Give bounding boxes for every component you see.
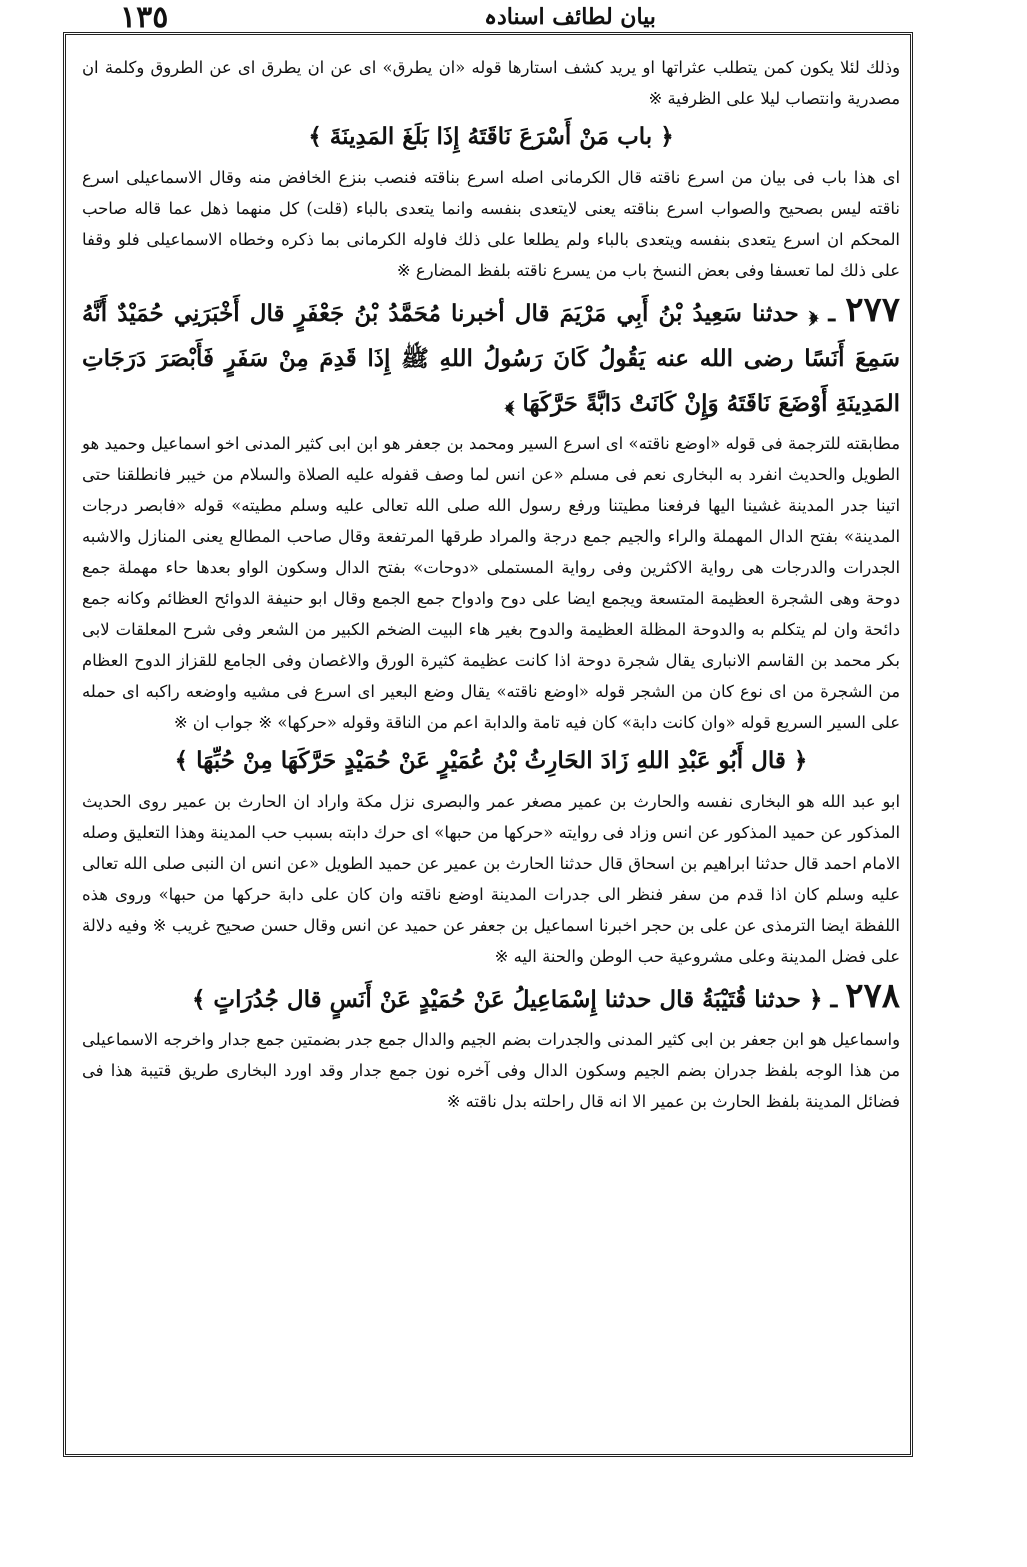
chapter-heading: ﴿ قال أَبُو عَبْدِ اللهِ زَادَ الحَارِثُ بْنُ عُمَيْرٍ عَنْ حُمَيْدٍ حَرَّكَهَا مِنْ حُبِّهَا ﴾ [174,747,808,774]
commentary-paragraph: واسماعيل هو ابن جعفر بن ابى كثير المدنى والجدرات بضم الجيم والدال جمع جدر بضمتين جمع جدار واخرجه الاسماعيلى من هذا الوجه بلفظ جدران بضم الجيم وسكون الدال وفى آخره نون جمع جدار وقد اورد البخارى طريق قتيبة هذا فى فضائل المدينة بلفظ الحارث بن عمير الا انه قال راحلته بدل ناقته ※ [82,1030,900,1111]
page-content [82,52,900,1117]
hadith-number: ٢٧٧ [845,290,901,330]
hadith-text: ﴿ حدثنا قُتَيْبَةُ قال حدثنا إِسْمَاعِيلُ عَنْ حُمَيْدٍ عَنْ أَنَسٍ قال جُدُرَاتٍ ﴾ [191,986,823,1013]
hadith-text: ﴿ حدثنا سَعِيدُ بْنُ أَبِي مَرْيَمَ قال أخبرنا مُحَمَّدُ بْنُ جَعْفَرٍ قال أَخْبَرَنِي حُمَيْدٌ أَنَّهُ سَمِعَ أَنَسًا رضى الله عنه يَقُولُ كَانَ رَسُولُ اللهِ ﷺ إِذَا قَدِمَ مِنْ سَفَرٍ فَأَبْصَرَ دَرَجَاتِ المَدِينَةِ أَوْضَعَ نَاقَتَهُ وَإِنْ كَانَتْ دَابَّةً حَرَّكَهَا ﴾ [82,300,900,417]
running-title: بیان لطائف اسنادہ [484,4,656,30]
hadith-block: ٢٧٧ ـ ﴿ حدثنا سَعِيدُ بْنُ أَبِي مَرْيَمَ قال أخبرنا مُحَمَّدُ بْنُ جَعْفَرٍ قال أَخْبَرَنِي حُمَيْدٌ أَنَّهُ سَمِعَ أَنَسًا رضى الله عنه يَقُولُ كَانَ رَسُولُ اللهِ ﷺ إِذَا قَدِمَ مِنْ سَفَرٍ فَأَبْصَرَ دَرَجَاتِ المَدِينَةِ أَوْضَعَ نَاقَتَهُ وَإِنْ كَانَتْ دَابَّةً حَرَّكَهَا ﴾ [82,290,901,417]
commentary-paragraph: اى هذا باب فى بيان من اسرع ناقته قال الكرمانى اصله اسرع بناقته فنصب بنزع الخافض منه وقال الاسماعيلى اسرع ناقته ليس بصحيح والصواب اسرع بناقته يعنى لايتعدى بنفسه وانما يتعدى بالباء (قلت) كل منهما ذهل عما قاله صاحب المحكم ان اسرع يتعدى بنفسه ويتعدى بالباء ولم يطلعا على ذلك فاوله الكرمانى بما ذكره وخطاه الاسماعيلى فلو وقفا على ذلك لما تعسفا وفى بعض النسخ باب من يسرع ناقته بلفظ المضارع ※ [82,168,900,280]
hadith-number: ٢٧٨ [845,976,900,1016]
page-header [60,0,965,34]
commentary-paragraph: مطابقته للترجمة فى قوله «اوضع ناقته» اى اسرع السير ومحمد بن جعفر هو ابن ابى كثير المدنى اخو اسماعيل وحميد هو الطويل والحديث انفرد به البخارى نعم فى مسلم «عن انس لما وصف قفوله عليه الصلاة والسلام من خيبر فانطلقنا حتى اتينا جدر المدينة غشينا اليها فرفعنا مطيتنا ورفع رسول الله صلى الله تعالى عليه وسلم مطيته» قوله «فابصر درجات المدينة» بفتح الدال المهملة والراء والجيم جمع درجة والمراد طرقها المرتفعة وقال صاحب المطالع يعنى المنازل والاشبه الجدرات والدرجات هى رواية الاكثرين وفى رواية المستملى «دوحات» بفتح الدال وسكون الواو بعدها حاء مهملة جمع دوحة وهى الشجرة العظيمة المتسعة ويجمع ايضا على دوح وادواح جمع الجمع وقال ابو حنيفة الدوائح العظائم وكانه جمع دائحة وان لم يتكلم به والدوحة المظلة العظيمة والدوح بغير هاء البيت الضخم الكبير من الشعر وفى شرح المعلقات لابى بكر محمد بن القاسم الانبارى يقال شجرة دوحة اذا كانت عظيمة كثيرة الورق والاغصان وفى الجامع للقزاز الدوح العظام من الشجرة من اى نوع كان من الشجر قوله «اوضع ناقته» يقال وضع البعير اى اسرع فى مشيه واوضعه راكبه اى حمله على السير السريع قوله «وان كانت دابة» كان فيه تامة والدابة اعم من الناقة وقوله «حركها» ※ جواب ان ※ [82,434,900,732]
chapter-heading: ﴿ باب مَنْ أَسْرَعَ نَاقَتَهُ إِذَا بَلَغَ المَدِينَةَ ﴾ [308,123,674,150]
page-number: ١٣٥ [120,0,169,35]
commentary-paragraph: وذلك لئلا يكون كمن يتطلب عثراتها او يريد كشف استارها قوله «ان يطرق» اى عن ان يطرق اى عن الطروق وكلمة ان مصدرية وانتصاب ليلا على الظرفية ※ [82,58,900,108]
commentary-paragraph: ابو عبد الله هو البخارى نفسه والحارث بن عمير مصغر عمر والبصرى نزل مكة واراد ان الحارث بن عمير روى الحديث المذكور عن حميد المذكور عن انس وزاد فى روايته «حركها من حبها» اى حرك دابته بسبب حب المدينة وهذا التعليق وصله الامام احمد قال حدثنا ابراهيم بن اسحاق قال حدثنا الحارث بن عمير عن حميد الطويل «عن انس ان النبى صلى الله تعالى عليه وسلم كان اذا قدم من سفر فنظر الى جدرات المدينة اوضع ناقته وان كان على دابة حركها من حبها» وروى هذه اللفظة ايضا الترمذى عن على بن حجر اخبرنا اسماعيل بن جعفر عن حميد عن انس وقال حسن صحيح غريب ※ وفيه دلالة على فضل المدينة وعلى مشروعية حب الوطن والحنة اليه ※ [82,792,900,966]
hadith-block: ٢٧٨ ـ ﴿ حدثنا قُتَيْبَةُ قال حدثنا إِسْمَاعِيلُ عَنْ حُمَيْدٍ عَنْ أَنَسٍ قال جُدُرَاتٍ ﴾ [191,976,900,1016]
